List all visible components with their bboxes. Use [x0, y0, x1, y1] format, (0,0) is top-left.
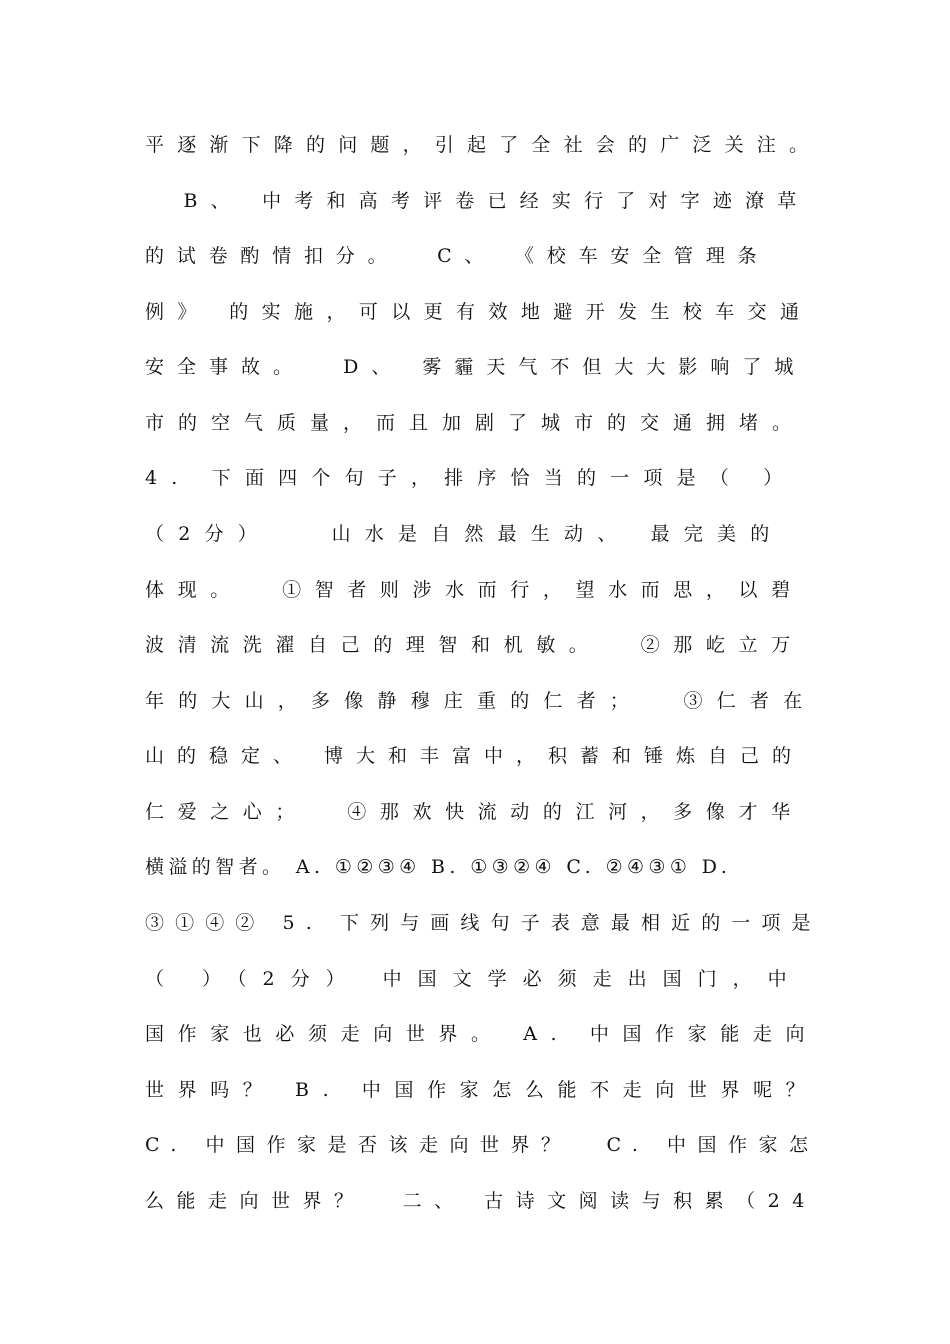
text-line-17: 国作家也必须走向世界。 A. 中国作家能走向 — [145, 1023, 819, 1045]
text-line-18: 世界吗？ B. 中国作家怎么能不走向世界呢？ — [145, 1079, 819, 1101]
text-line-5: 安全事故。 D、 雾霾天气不但大大影响了城 — [145, 356, 807, 378]
text-line-16: （ ）（2分） 中国文学必须走出国门，中 — [145, 968, 803, 990]
text-line-4: 例》 的实施，可以更有效地避开发生校车交通 — [145, 301, 813, 323]
text-line-2: B、 中考和高考评卷已经实行了对字迹潦草 — [145, 190, 810, 212]
text-line-3: 的试卷酌情扣分。 C、 《校车安全管理条 — [145, 245, 770, 267]
text-line-19: C. 中国作家是否该走向世界？ C. 中国作家怎 — [145, 1134, 820, 1156]
text-line-15: ③①④② 5. 下列与画线句子表意最相近的一项是 — [145, 912, 822, 934]
text-line-1: 平逐渐下降的问题，引起了全社会的广泛关注。 — [145, 134, 822, 156]
text-line-9: 体现。 ①智者则涉水而行，望水而思，以碧 — [145, 579, 804, 601]
text-line-6: 市的空气质量，而且加剧了城市的交通拥堵。 — [145, 412, 806, 434]
text-line-13: 仁爱之心； ④那欢快流动的江河，多像才华 — [145, 801, 804, 823]
text-line-12: 山的稳定、 博大和丰富中，积蓄和锤炼自己的 — [145, 745, 805, 767]
text-line-10: 波清流洗濯自己的理智和机敏。 ②那屹立万 — [145, 634, 804, 656]
text-line-14: 横溢的智者。 A. ①②③④ B. ①③②④ C. ②④③① D. — [145, 856, 732, 878]
text-line-8: （2分） 山水是自然最生动、 最完美的 — [145, 523, 784, 545]
text-line-11: 年的大山，多像静穆庄重的仁者； ③仁者在 — [145, 690, 817, 712]
text-line-20: 么能走向世界？ 二、 古诗文阅读与积累（24 — [145, 1190, 817, 1212]
text-line-7: 4. 下面四个句子，排序恰当的一项是（ ） — [145, 467, 797, 489]
